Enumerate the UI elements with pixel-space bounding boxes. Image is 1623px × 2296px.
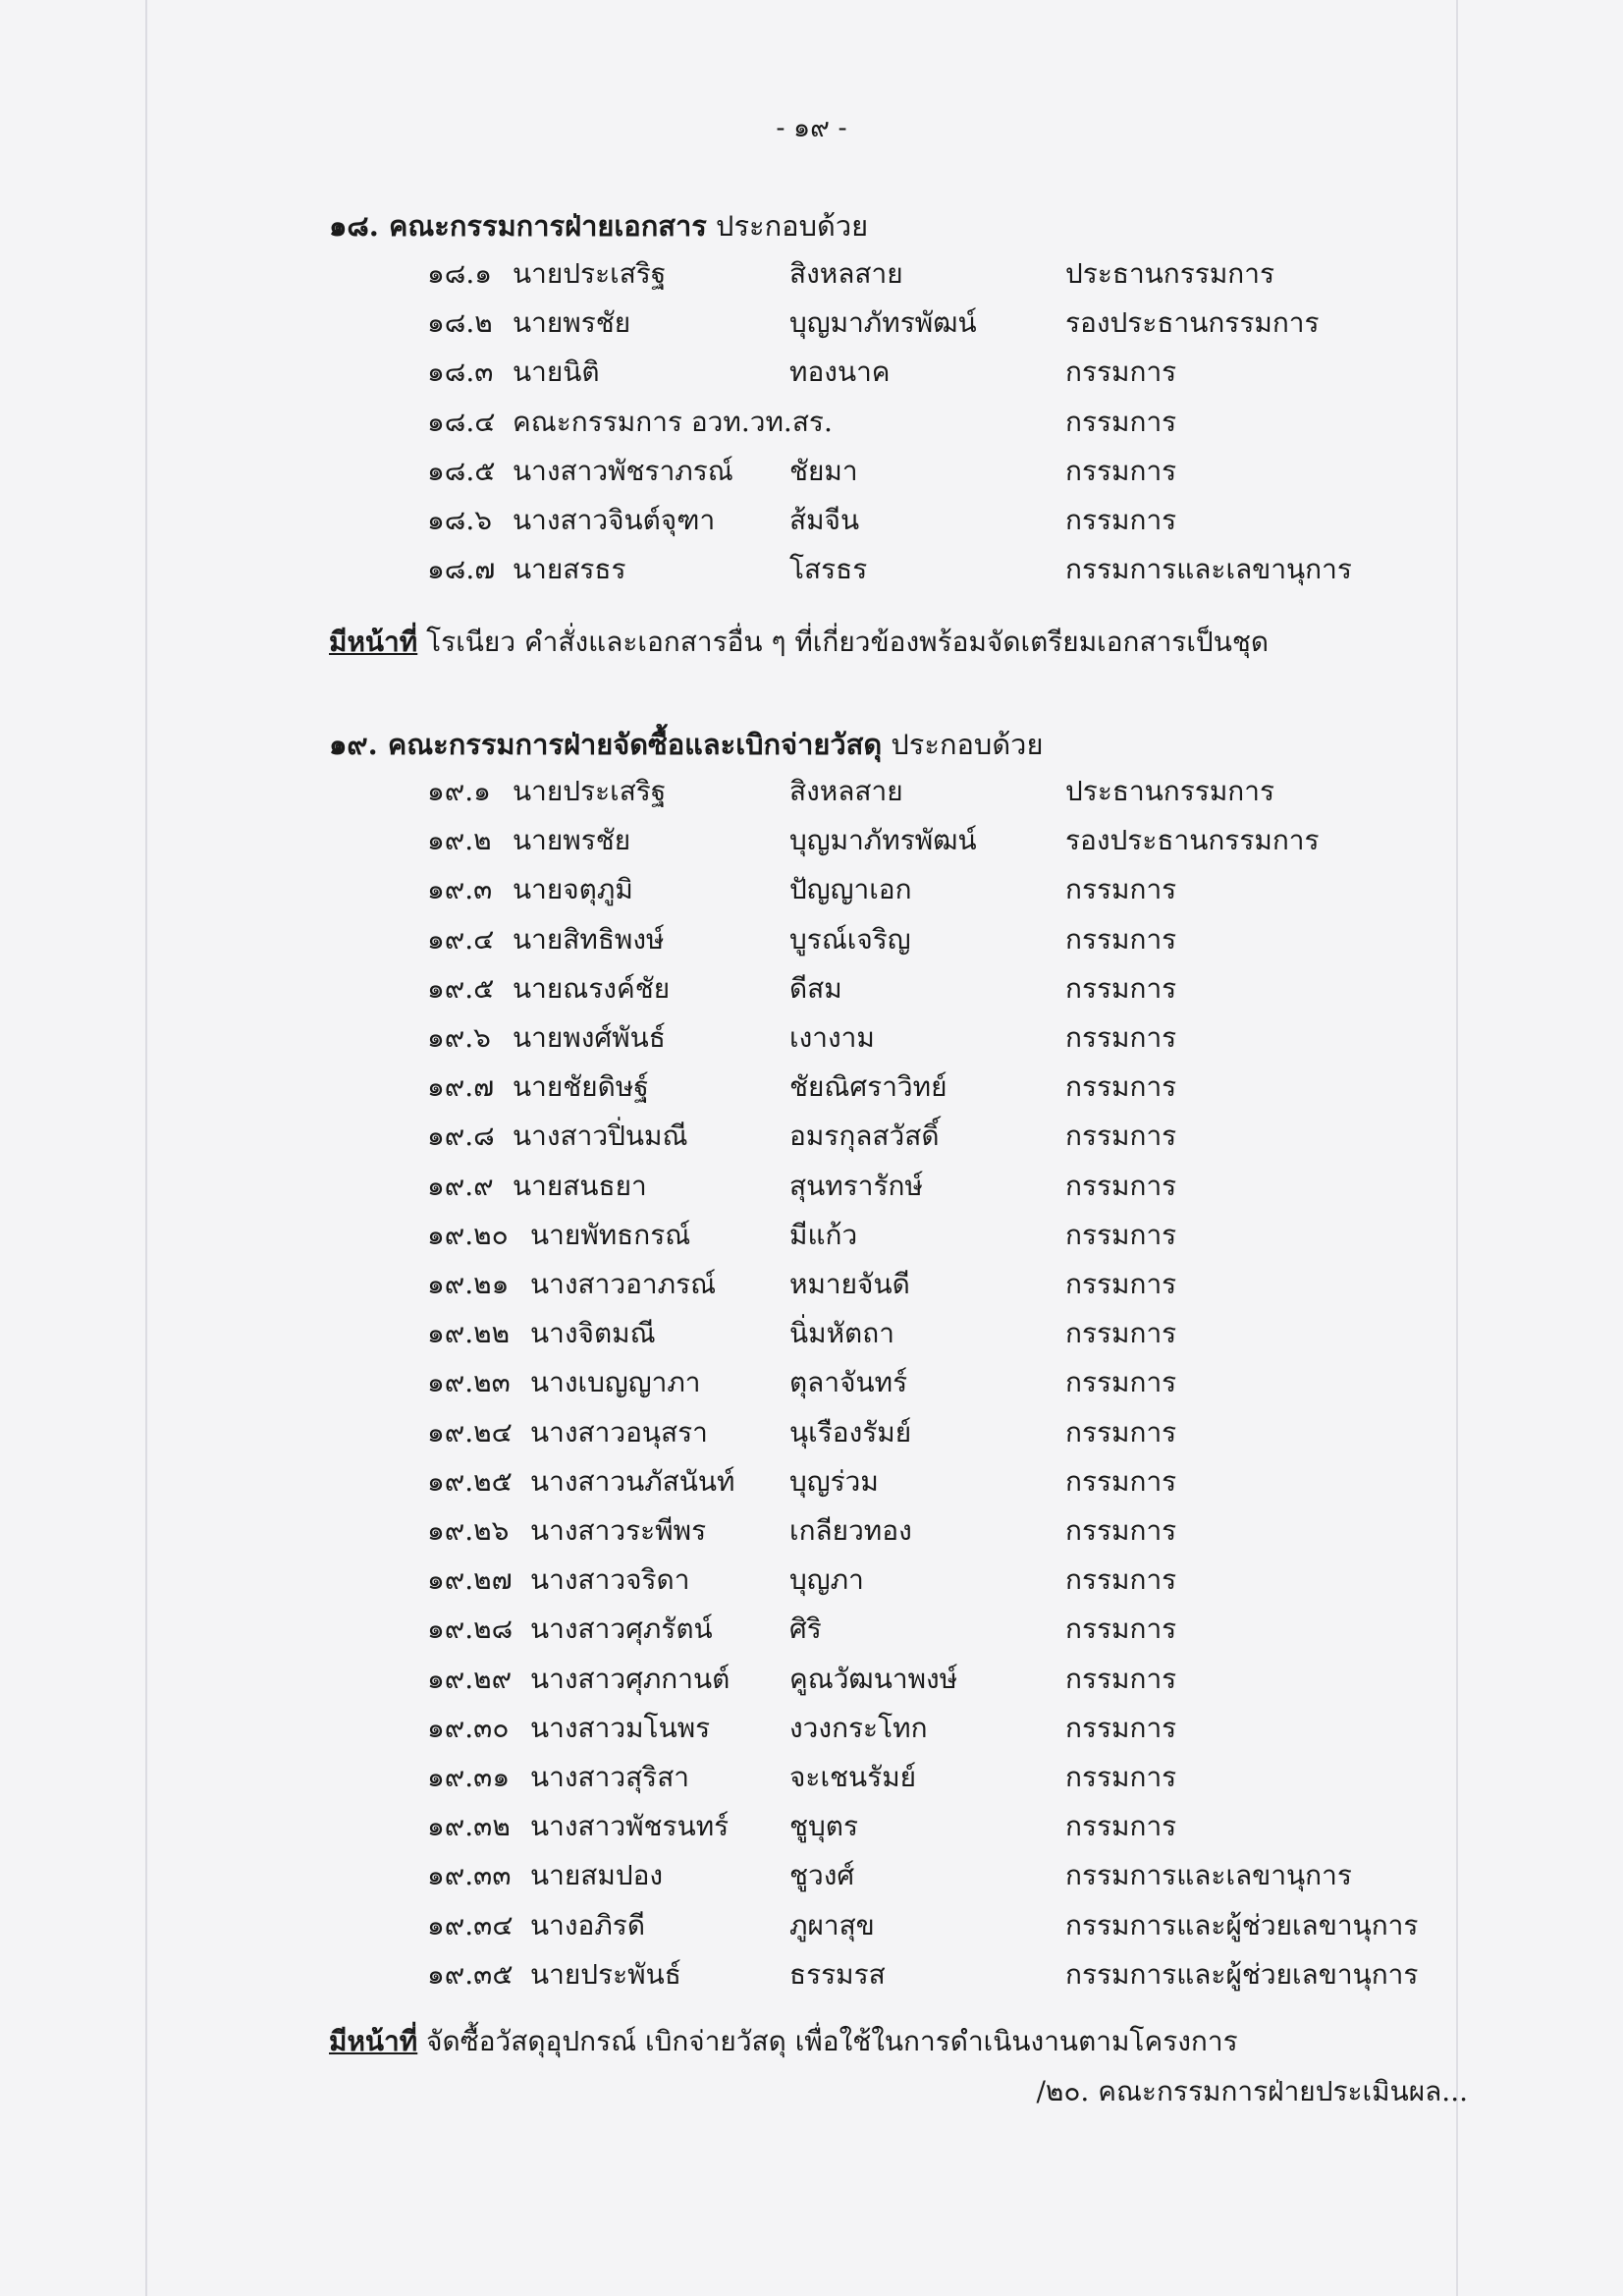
member-role: กรรมการ	[1065, 922, 1177, 956]
member-first-name: นางอภิรดี	[530, 1908, 646, 1941]
member-last-name: จะเชนรัมย์	[789, 1761, 917, 1793]
section-19-heading	[329, 722, 1043, 767]
member-last-name: บุญร่วม	[789, 1464, 879, 1498]
member-first-name: นายพงศ์พันธ์	[513, 1021, 666, 1054]
member-first-name: คณะกรรมการ อวท.วท.สร.	[513, 405, 833, 438]
member-role: กรรมการ	[1065, 504, 1177, 536]
member-last-name: หมายจันดี	[789, 1268, 910, 1300]
member-role: กรรมการ	[1065, 1268, 1177, 1300]
section-19-duty	[329, 2020, 1238, 2063]
member-role: กรรมการ	[1065, 1810, 1177, 1843]
member-last-name: คูณวัฒนาพงษ์	[789, 1662, 958, 1695]
member-last-name: ดีสม	[789, 971, 842, 1005]
member-first-name: นายประเสริฐ	[513, 775, 667, 807]
member-role: กรรมการ	[1065, 1218, 1177, 1251]
footer-continuation: /๒๐. คณะกรรมการฝ่ายประเมินผล...	[1036, 2075, 1468, 2107]
member-last-name: นุเรืองรัมย์	[789, 1415, 912, 1449]
member-number: ๑๙.๗	[427, 1070, 495, 1104]
member-role: กรรมการ	[1065, 1613, 1177, 1646]
member-role: รองประธานกรรมการ	[1065, 306, 1320, 340]
member-last-name: ชูบุตร	[789, 1810, 858, 1843]
member-number: ๑๙.๒๔	[427, 1415, 513, 1449]
member-first-name: นายพรชัย	[513, 824, 631, 857]
member-role: กรรมการ	[1065, 355, 1177, 389]
member-number: ๑๙.๓๕	[427, 1957, 514, 1991]
section-heading-bold: ๑๘. คณะกรรมการฝ่ายเอกสาร	[329, 209, 707, 243]
member-first-name: นายนิติ	[513, 355, 600, 389]
section-heading-bold: ๑๙. คณะกรรมการฝ่ายจัดซื้อและเบิกจ่ายวัสดุ	[329, 728, 883, 761]
member-last-name: อมรกุลสวัสดิ์	[789, 1120, 940, 1153]
member-first-name: นางเบญญาภา	[530, 1366, 701, 1399]
member-last-name: สิงหลสาย	[789, 257, 903, 290]
member-last-name: บุญภา	[789, 1563, 864, 1597]
member-role: กรรมการ	[1065, 1711, 1177, 1744]
member-role: กรรมการ	[1065, 1021, 1177, 1054]
member-role: กรรมการ	[1065, 1366, 1177, 1399]
member-first-name: นางสาวอาภรณ์	[530, 1268, 717, 1300]
member-first-name: นางสาวระพีพร	[530, 1514, 707, 1547]
member-last-name: เกลียวทอง	[789, 1514, 912, 1547]
member-number: ๑๙.๒๕	[427, 1464, 513, 1498]
member-number: ๑๙.๒๐	[427, 1218, 509, 1251]
member-first-name: นางสาวนภัสนันท์	[530, 1464, 735, 1498]
member-first-name: นายชัยดิษฐ์	[513, 1070, 649, 1104]
member-role: ประธานกรรมการ	[1065, 775, 1275, 807]
member-first-name: นางสาวปิ่นมณี	[513, 1120, 688, 1153]
member-role: กรรมการและเลขานุการ	[1065, 553, 1352, 586]
member-last-name: สิงหลสาย	[789, 775, 903, 807]
member-first-name: นางสาวศุภกานต์	[530, 1662, 730, 1695]
member-number: ๑๙.๒๖	[427, 1514, 510, 1547]
member-role: กรรมการ	[1065, 1662, 1177, 1695]
member-first-name: นายสนธยา	[513, 1169, 647, 1202]
member-first-name: นายสมปอง	[530, 1859, 664, 1892]
member-last-name: ตุลาจันทร์	[789, 1366, 908, 1399]
member-last-name: ส้มจีน	[789, 504, 860, 536]
member-first-name: นายประเสริฐ	[513, 257, 667, 290]
member-number: ๑๙.๒๘	[427, 1613, 514, 1646]
member-last-name: ชัยณิศราวิทย์	[789, 1070, 947, 1104]
scan-right-edge	[1456, 0, 1458, 2296]
member-role: กรรมการ	[1065, 1464, 1177, 1498]
page-number: - ๑๙ -	[776, 113, 847, 143]
member-number: ๑๙.๒๑	[427, 1268, 510, 1300]
member-role: กรรมการและผู้ช่วยเลขานุการ	[1065, 1957, 1419, 1991]
member-last-name: ศิริ	[789, 1613, 822, 1646]
member-last-name: บุญมาภัทรพัฒน์	[789, 824, 977, 857]
member-last-name: เงางาม	[789, 1021, 875, 1054]
member-first-name: นางสาวศุภรัตน์	[530, 1613, 713, 1646]
member-first-name: นายประพันธ์	[530, 1957, 681, 1991]
member-first-name: นางสาวอนุสรา	[530, 1415, 708, 1449]
duty-text: โรเนียว คำสั่งและเอกสารอื่น ๆ ที่เกี่ยวข้องพร้อมจัดเตรียมเอกสารเป็นชุด	[417, 626, 1270, 658]
member-first-name: นายพรชัย	[513, 306, 631, 340]
member-number: ๑๘.๗	[427, 553, 496, 586]
member-last-name: ธรรมรส	[789, 1957, 886, 1991]
member-number: ๑๙.๙	[427, 1169, 494, 1202]
section-heading-rest: ประกอบด้วย	[882, 728, 1044, 761]
duty-text: จัดซื้อวัสดุอุปกรณ์ เบิกจ่ายวัสดุ เพื่อใช้ในการดำเนินงานตามโครงการ	[417, 2025, 1238, 2057]
member-number: ๑๙.๖	[427, 1021, 491, 1054]
section-18-heading	[329, 203, 868, 248]
member-number: ๑๘.๒	[427, 306, 493, 340]
member-role: กรรมการ	[1065, 1070, 1177, 1104]
member-first-name: นางสาวจินต์จุฑา	[513, 504, 716, 536]
member-first-name: นายพัทธกรณ์	[530, 1218, 691, 1251]
member-number: ๑๘.๓	[427, 355, 494, 389]
member-role: กรรมการและผู้ช่วยเลขานุการ	[1065, 1908, 1419, 1941]
member-number: ๑๘.๑	[427, 257, 493, 290]
member-number: ๑๙.๔	[427, 922, 495, 956]
member-number: ๑๘.๔	[427, 405, 496, 438]
member-number: ๑๙.๒๒	[427, 1317, 511, 1350]
member-first-name: นางสาวมโนพร	[530, 1711, 711, 1744]
member-last-name: นิ่มหัตถา	[789, 1317, 894, 1350]
member-role: กรรมการ	[1065, 1514, 1177, 1547]
member-number: ๑๙.๓๑	[427, 1761, 511, 1793]
member-first-name: นายจตุภูมิ	[513, 873, 633, 906]
member-role: กรรมการ	[1065, 1415, 1177, 1449]
member-role: กรรมการ	[1065, 873, 1177, 906]
member-first-name: นายสรธร	[513, 553, 626, 586]
member-last-name: งวงกระโทก	[789, 1711, 928, 1744]
section-18-duty	[329, 621, 1269, 664]
member-role: กรรมการ	[1065, 1563, 1177, 1597]
member-number: ๑๙.๒๗	[427, 1563, 513, 1597]
member-last-name: ชัยมา	[789, 454, 858, 487]
member-last-name: ทองนาค	[789, 355, 891, 389]
member-last-name: บูรณ์เจริญ	[789, 922, 911, 956]
duty-label: มีหน้าที่	[329, 626, 418, 658]
member-role: รองประธานกรรมการ	[1065, 824, 1320, 857]
member-role: ประธานกรรมการ	[1065, 257, 1275, 290]
scan-left-edge	[145, 0, 147, 2296]
member-number: ๑๘.๖	[427, 504, 493, 536]
member-last-name: ภูผาสุข	[789, 1908, 875, 1941]
member-number: ๑๙.๓๐	[427, 1711, 510, 1744]
member-role: กรรมการ	[1065, 454, 1177, 487]
member-first-name: นายสิทธิพงษ์	[513, 922, 665, 956]
member-number: ๑๙.๓๓	[427, 1859, 512, 1892]
member-role: กรรมการ	[1065, 1317, 1177, 1350]
member-number: ๑๙.๓๔	[427, 1908, 514, 1941]
member-last-name: มีแก้ว	[789, 1218, 858, 1251]
section-heading-rest: ประกอบด้วย	[706, 209, 869, 243]
member-number: ๑๙.๒๓	[427, 1366, 511, 1399]
member-last-name: บุญมาภัทรพัฒน์	[789, 306, 977, 340]
member-last-name: สุนทรารักษ์	[789, 1169, 923, 1202]
member-number: ๑๙.๑	[427, 775, 491, 807]
member-role: กรรมการ	[1065, 1169, 1177, 1202]
member-first-name: นางสาวพัชรนทร์	[530, 1810, 730, 1843]
member-role: กรรมการ	[1065, 1120, 1177, 1153]
member-first-name: นางสาวจริดา	[530, 1563, 690, 1597]
member-number: ๑๘.๕	[427, 454, 496, 487]
member-number: ๑๙.๕	[427, 971, 495, 1005]
member-number: ๑๙.๓	[427, 873, 493, 906]
member-role: กรรมการ	[1065, 1761, 1177, 1793]
member-number: ๑๙.๒๙	[427, 1662, 513, 1695]
member-number: ๑๙.๓๒	[427, 1810, 511, 1843]
member-role: กรรมการ	[1065, 405, 1177, 438]
member-role: กรรมการ	[1065, 971, 1177, 1005]
member-first-name: นางจิตมณี	[530, 1317, 656, 1350]
duty-label: มีหน้าที่	[329, 2025, 418, 2057]
member-first-name: นายณรงค์ชัย	[513, 971, 671, 1005]
member-last-name: โสรธร	[789, 553, 868, 586]
member-first-name: นางสาวสุริสา	[530, 1761, 690, 1793]
member-first-name: นางสาวพัชราภรณ์	[513, 454, 733, 487]
member-role: กรรมการและเลขานุการ	[1065, 1859, 1352, 1892]
member-number: ๑๙.๒	[427, 824, 492, 857]
member-number: ๑๙.๘	[427, 1120, 495, 1153]
member-last-name: ชูวงศ์	[789, 1859, 855, 1892]
member-last-name: ปัญญาเอก	[789, 873, 912, 906]
